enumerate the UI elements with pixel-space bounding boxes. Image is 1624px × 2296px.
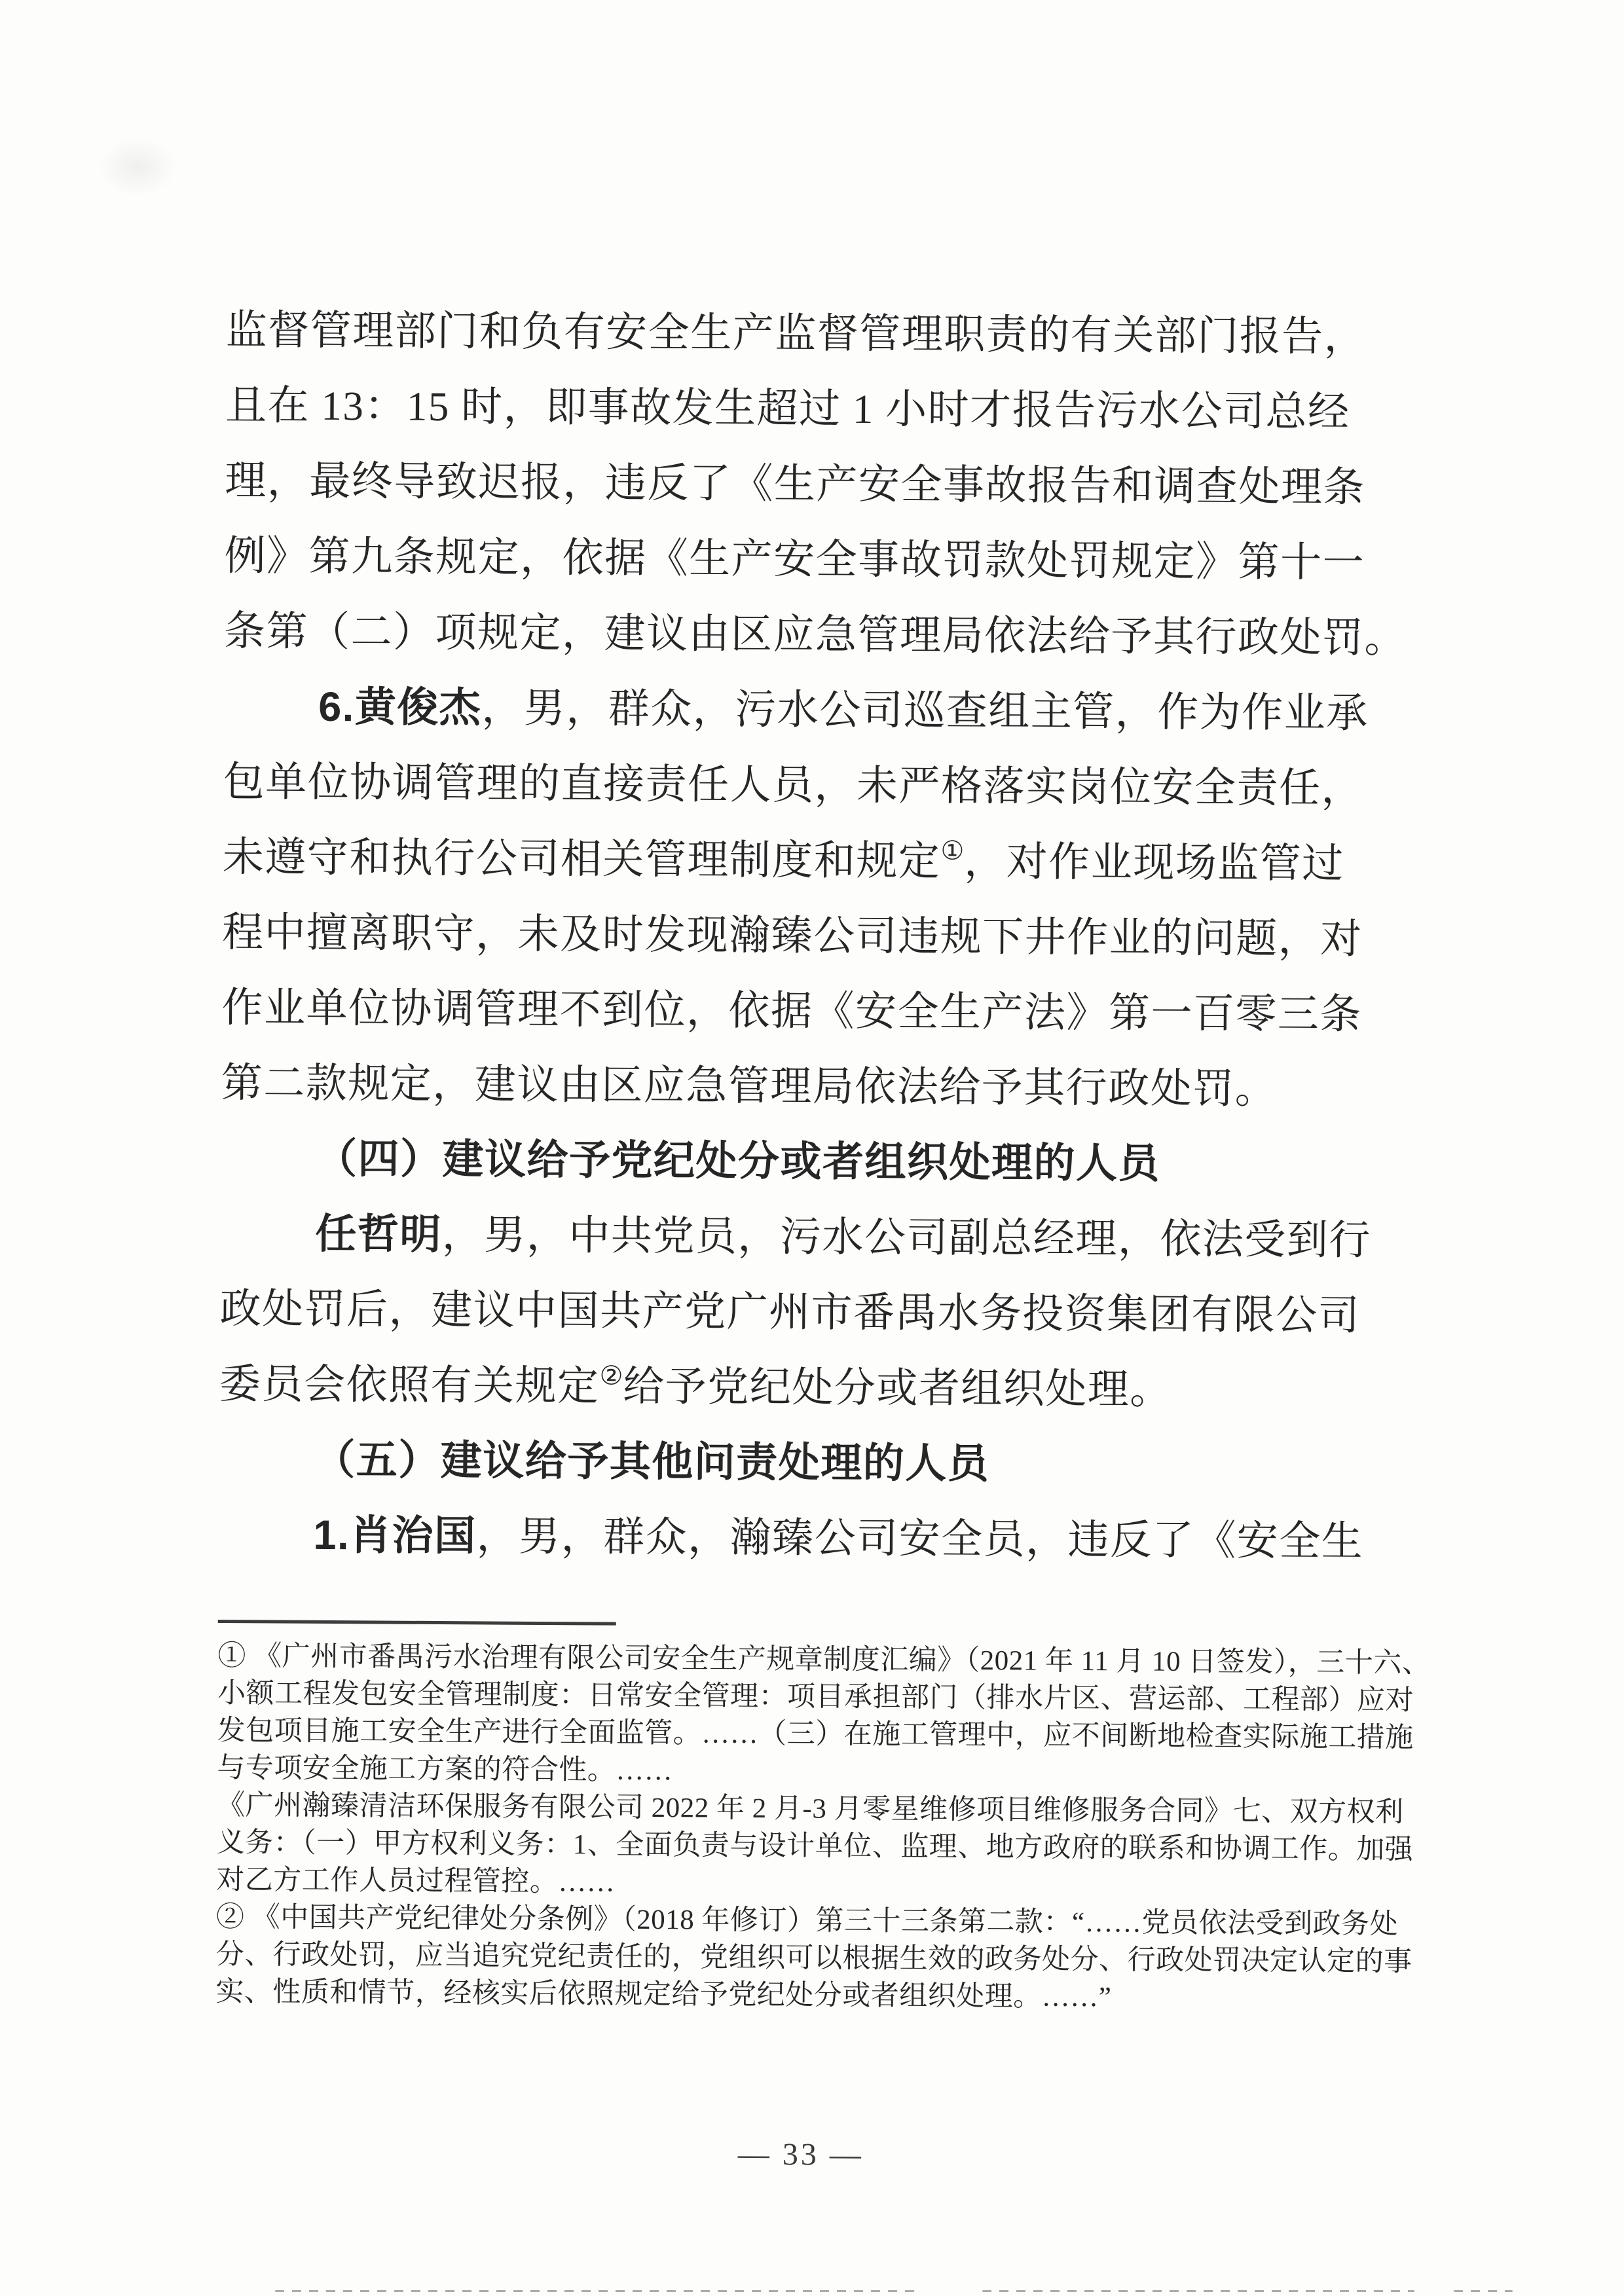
body-line [219, 1422, 1408, 1504]
footnote-separator [218, 1620, 616, 1626]
body-text [218, 293, 1414, 1580]
text-segment: ，男，中共党员，污水公司副总经理，依法受到行 [441, 1212, 1372, 1264]
text-segment: 给予党纪处分或者组织处理。 [623, 1363, 1173, 1413]
body-line [221, 1121, 1410, 1203]
scan-artifact-mark [982, 2290, 1414, 2292]
text-segment: 委员会依照有关规定 [219, 1360, 600, 1410]
text-segment: 作业单位协调管理不到位，依据《安全生产法》第一百零三条 [221, 984, 1363, 1038]
text-segment: 政处罚后，建议中国共产党广州市番禺水务投资集团有限公司 [219, 1285, 1361, 1339]
footnote-line: ① 《广州市番禺污水治理有限公司安全生产规章制度汇编》（2021 年 11 月 10 日签发），三十六、 [217, 1640, 1431, 1679]
footnote-ref-marker: ① [940, 835, 965, 866]
emphasis-text: 6.黄俊杰 [318, 683, 482, 731]
footnote-line: 与专项安全施工方案的符合性。…… [217, 1752, 673, 1787]
body-line [222, 895, 1411, 977]
body-line [219, 1347, 1409, 1429]
text-segment: 包单位协调管理的直接责任人员，未严格落实岗位安全责任， [223, 758, 1364, 812]
body-line [220, 1196, 1409, 1279]
footnote-line: 发包项目施工安全生产进行全面监管。……（三）在施工管理中，应不间断地检查实际施工措施 [217, 1715, 1414, 1754]
body-line [223, 669, 1412, 752]
footnote-line: 对乙方工作人员过程管控。…… [216, 1864, 616, 1898]
footnote-line: 《广州瀚臻清洁环保服务有限公司 2022 年 2 月-3 月零星维修项目维修服务合同》七、双方权利 [216, 1789, 1404, 1829]
footnote-line: 分、行政处罚，应当追究党纪责任的，党组织可以根据生效的政务处分、行政处罚决定认定的事 [215, 1939, 1412, 1978]
text-segment: 程中擅离职守，未及时发现瀚臻公司违规下井作业的问题，对 [221, 909, 1363, 962]
text-segment: 例》第九条规定，依据《生产安全事故罚款处罚规定》第十一 [224, 532, 1365, 586]
body-line [219, 1271, 1409, 1354]
text-segment: 条第（二）项规定，建议由区应急管理局依法给予其行政处罚。 [223, 608, 1407, 662]
body-line [221, 970, 1411, 1053]
scan-artifact-mark [275, 2290, 917, 2292]
body-line [223, 744, 1412, 827]
text-segment: 监督管理部门和负有安全生产监督管理职责的有关部门报告， [225, 307, 1367, 360]
emphasis-text: 1.肖治国 [313, 1512, 477, 1559]
text-segment: 且在 13：15 时，即事故发生超过 1 小时才报告污水公司总经 [225, 382, 1350, 435]
emphasis-text: （五）建议给予其他问责处理的人员 [314, 1436, 990, 1487]
text-segment: ，对作业现场监管过 [963, 838, 1344, 887]
footnote-line: 小额工程发包安全管理制度：日常安全管理：项目承担部门（排水片区、营运部、工程部）应对 [217, 1677, 1414, 1717]
scan-artifact-mark [1454, 2290, 1513, 2292]
footnotes [215, 1637, 1449, 2018]
page-number: — 33 — [737, 2136, 864, 2173]
footnote-line: ② 《中国共产党纪律处分条例》（2018 年修订）第三十三条第二款：“……党员依法受到政务处 [215, 1901, 1399, 1940]
body-line [218, 1497, 1407, 1580]
text-segment: ，男，群众，瀚臻公司安全员，违反了《安全生 [476, 1513, 1364, 1565]
body-line [221, 1046, 1410, 1128]
scan-edge-artifact [0, 2289, 1624, 2293]
text-segment: 第二款规定，建议由区应急管理局依法给予其行政处罚。 [221, 1059, 1278, 1112]
body-line [225, 443, 1414, 526]
body-line [225, 293, 1414, 375]
body-line [224, 519, 1413, 601]
body-line [225, 368, 1414, 450]
text-segment: ，男，群众，污水公司巡查组主管，作为作业承 [481, 685, 1369, 737]
footnote-ref-marker: ② [599, 1360, 623, 1391]
emphasis-text: 任哲明 [315, 1211, 443, 1258]
body-line [223, 820, 1412, 902]
footnote-line: 实、性质和情节，经核实后依照规定给予党纪处分或者组织处理。……” [215, 1976, 1112, 2013]
text-segment: 未遵守和执行公司相关管理制度和规定 [222, 833, 941, 884]
footnote-line: 义务：（一）甲方权利义务：1、全面负责与设计单位、监理、地方政府的联系和协调工作。加强 [216, 1827, 1414, 1866]
emphasis-text: （四）建议给予党纪处分或者组织处理的人员 [315, 1135, 1161, 1187]
text-segment: 理，最终导致迟报，违反了《生产安全事故报告和调查处理条 [225, 457, 1366, 511]
body-line [224, 594, 1413, 676]
